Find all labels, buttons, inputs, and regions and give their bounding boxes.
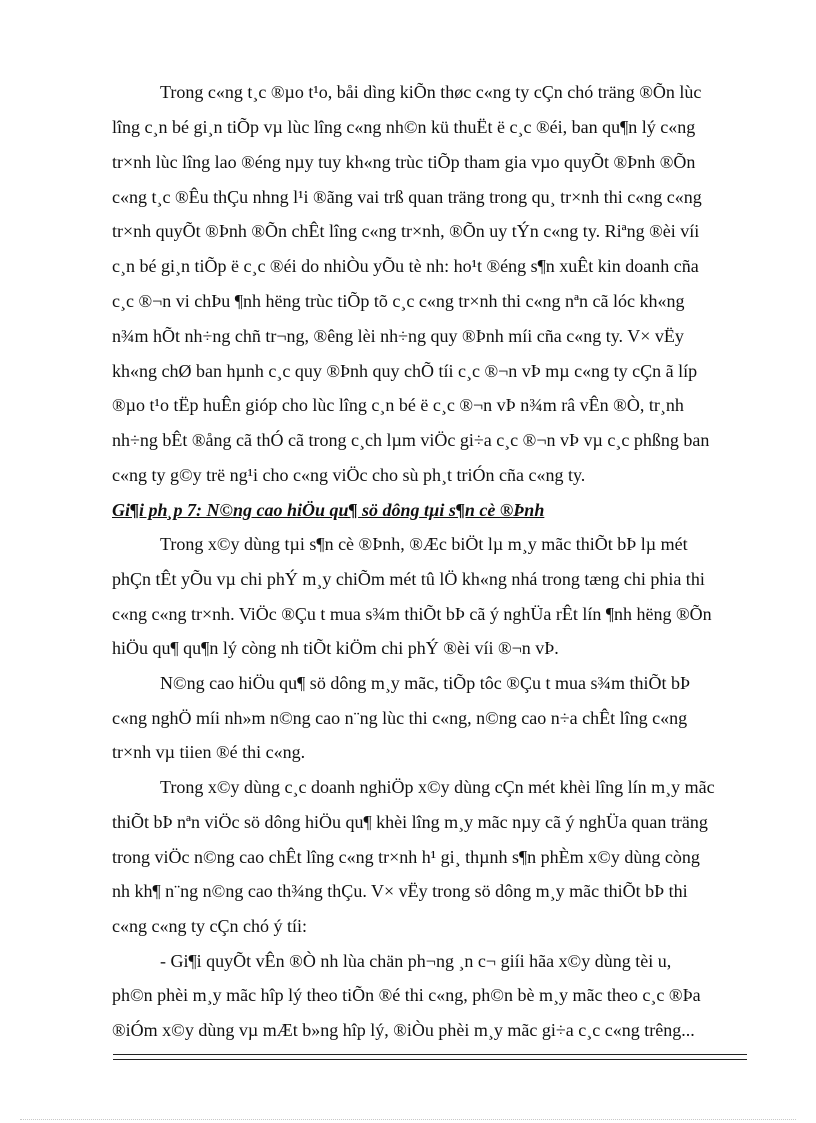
text-line: Trong c«ng t¸c ®µo t¹o, båi dìng kiÕn thøc c«ng ty cÇn chó träng ®Õn lùc [160, 82, 702, 102]
text-line: ®iÓm x©y dùng vµ mÆt b»ng hîp lý, ®iÒu phèi m¸y mãc gi÷a c¸c c«ng trêng... [112, 1020, 695, 1040]
text-line: tr×nh vµ tiien ®é thi c«ng. [112, 742, 306, 762]
text-line: hiÖu qu¶ qu¶n lý còng nh tiÕt kiÖm chi phÝ ®èi víi ®¬n vÞ. [112, 638, 559, 658]
text-line: trong viÖc n©ng cao chÊt lîng c«ng tr×nh h¹ gi¸ thµnh s¶n phÈm x©y dùng còng [112, 847, 700, 867]
text-line: lîng c¸n bé gi¸n tiÕp vµ lùc lîng c«ng nh©n kü thuËt ë c¸c ®éi, ban qu¶n lý c«ng [112, 117, 696, 137]
text-line: tr×nh quyÕt ®Þnh ®Õn chÊt lîng c«ng tr×nh, ®Õn uy tÝn c«ng ty. Riªng ®èi víi [112, 221, 700, 241]
text-line: tr×nh lùc lîng lao ®éng nµy tuy kh«ng trùc tiÕp tham gia vµo quyÕt ®Þnh ®Õn [112, 152, 696, 172]
text-line: c«ng ty g©y trë ng¹i cho c«ng viÖc cho sù ph¸t triÓn cña c«ng ty. [112, 465, 586, 485]
section-heading: Gi¶i ph¸p 7: N©ng cao hiÖu qu¶ sö dông tµi s¶n cè ®Þnh [112, 500, 545, 520]
text-line: Trong x©y dùng c¸c doanh nghiÖp x©y dùng cÇn mét khèi lîng lín m¸y mãc [160, 777, 715, 797]
text-line: c«ng t¸c ®Êu thÇu nhng l¹i ®ãng vai trß quan träng trong qu¸ tr×nh thi c«ng c«ng [112, 187, 702, 207]
text-line: n¾m hÕt nh÷ng chñ tr¬ng, ®êng lèi nh÷ng quy ®Þnh míi cña c«ng ty. V× vËy [112, 326, 684, 346]
page-bottom-dotted-border [20, 1119, 796, 1120]
text-line: c«ng nghÖ míi nh»m n©ng cao n¨ng lùc thi c«ng, n©ng cao n÷a chÊt lîng c«ng [112, 708, 688, 728]
text-line: Trong x©y dùng tµi s¶n cè ®Þnh, ®Æc biÖt lµ m¸y mãc thiÕt bÞ lµ mét [160, 534, 688, 554]
text-line: nh÷ng bÊt ®ång cã thÓ cã trong c¸ch lµm viÖc gi÷a c¸c ®¬n vÞ vµ c¸c phßng ban [112, 430, 710, 450]
text-line: N©ng cao hiÖu qu¶ sö dông m¸y mãc, tiÕp tôc ®Çu t mua s¾m thiÕt bÞ [160, 673, 690, 693]
footer-double-rule [113, 1054, 747, 1060]
text-line: c«ng c«ng ty cÇn chó ý tíi: [112, 916, 307, 936]
text-line: kh«ng chØ ban hµnh c¸c quy ®Þnh quy chÕ tíi c¸c ®¬n vÞ mµ c«ng ty cÇn ã líp [112, 361, 698, 381]
text-line: - Gi¶i quyÕt vÊn ®Ò nh lùa chän ph¬ng ¸n c¬ giíi hãa x©y dùng tèi u, [160, 951, 672, 971]
text-line: ®µo t¹o tËp huÊn gióp cho lùc lîng c¸n bé ë c¸c ®¬n vÞ n¾m râ vÊn ®Ò, tr¸nh [112, 395, 684, 415]
text-line: c«ng c«ng tr×nh. ViÖc ®Çu t mua s¾m thiÕt bÞ cã ý nghÜa rÊt lín ¶nh hëng ®Õn [112, 604, 712, 624]
text-line: thiÕt bÞ nªn viÖc sö dông hiÖu qu¶ khèi lîng m¸y mãc nµy cã ý nghÜa quan träng [112, 812, 708, 832]
text-line: c¸n bé gi¸n tiÕp ë c¸c ®éi do nhiÒu yÕu tè nh: ho¹t ®éng s¶n xuÊt kin doanh cña [112, 256, 699, 276]
text-line: ph©n phèi m¸y mãc hîp lý theo tiÕn ®é thi c«ng, ph©n bè m¸y mãc theo c¸c ®Þa [112, 985, 701, 1005]
text-line: phÇn tÊt yÕu vµ chi phÝ m¸y chiÕm mét tû lÖ kh«ng nhá trong tæng chi phia thi [112, 569, 705, 589]
text-line: nh kh¶ n¨ng n©ng cao th¾ng thÇu. V× vËy trong sö dông m¸y mãc thiÕt bÞ thi [112, 881, 688, 901]
text-line: c¸c ®¬n vi chÞu ¶nh hëng trùc tiÕp tõ c¸c c«ng tr×nh thi c«ng nªn cã lóc kh«ng [112, 291, 685, 311]
